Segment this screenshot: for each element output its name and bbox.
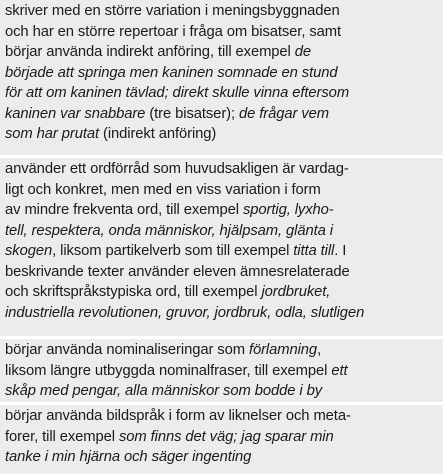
body-text: börjar använda nominaliseringar som — [5, 342, 249, 358]
text-line — [5, 83, 439, 104]
text-line — [5, 63, 439, 84]
example-text: titta till — [293, 243, 335, 259]
text-line — [5, 406, 439, 427]
text-line — [5, 361, 439, 382]
text-block-4 — [0, 405, 443, 474]
text-line — [5, 180, 439, 201]
body-text: skriver med en större variation i meningsbyggnaden — [5, 3, 340, 19]
example-text: för att om kaninen tävlad; direkt skulle vinna eftersom — [5, 85, 350, 101]
text-line — [5, 159, 439, 180]
text-block-1 — [0, 0, 443, 155]
text-line — [5, 124, 439, 145]
text-line — [5, 200, 439, 221]
text-line — [5, 22, 439, 43]
example-text: kaninen var snabbare — [5, 105, 146, 122]
text-line — [5, 381, 439, 402]
example-text: som finns det väg; jag sparar min — [118, 428, 334, 445]
example-text: sportig, lyxho- — [243, 202, 334, 218]
example-text: industriella revolutionen, gruvor, jordbruk, odla, slutligen — [5, 304, 365, 321]
body-text: av mindre frekventa ord, till exempel — [5, 202, 243, 218]
text-block-3 — [0, 339, 443, 402]
example-text: som har prutat — [5, 126, 99, 142]
example-text: tell, respektera, onda människor, hjälpsam, glänta i — [5, 222, 333, 239]
body-text: och skriftspråkstypiska ord, till exempel — [5, 284, 262, 300]
body-text: liksom längre utbyggda nominalfraser, till exempel — [5, 362, 332, 379]
text-line — [5, 303, 439, 324]
text-line — [5, 262, 439, 283]
body-text: ligt och konkret, men med en viss variation i form — [5, 181, 321, 198]
body-text: forer, till exempel — [5, 428, 119, 445]
example-text: ett — [331, 362, 348, 379]
text-line — [5, 42, 439, 63]
example-text: jordbruket, — [261, 284, 331, 300]
example-text: tanke i min hjärna och säger ingenting — [5, 449, 252, 465]
text-line — [5, 1, 439, 22]
body-text: , liksom partikelverb som till exempel — [52, 243, 294, 259]
text-line — [5, 340, 439, 361]
body-text: , — [317, 342, 322, 358]
body-text: (indirekt anföring) — [99, 126, 217, 142]
example-text: skogen — [5, 243, 53, 259]
body-text: . I — [334, 243, 347, 259]
text-block-2 — [0, 158, 443, 336]
text-line — [5, 221, 439, 242]
example-text: de frågar vem — [239, 105, 329, 122]
example-text: skåp med pengar, alla människor som bodde i by — [5, 383, 323, 399]
body-text: börjar använda indirekt anföring, till exempel — [5, 44, 295, 60]
example-text: de — [294, 44, 312, 60]
example-text: förlamning — [248, 342, 318, 358]
body-text: och har en större repertoar i fråga om bisatser, samt — [5, 23, 342, 40]
text-line — [5, 447, 439, 468]
example-text: började att springa men kaninen somnade en stund — [5, 64, 338, 81]
text-line — [5, 241, 439, 262]
text-line — [5, 282, 439, 303]
body-text: beskrivande texter använder eleven ämnesrelaterade — [5, 263, 350, 280]
body-text: använder ett ordförråd som huvudsakligen är vardag- — [5, 161, 349, 177]
body-text: börjar använda bildspråk i form av liknelser och meta- — [5, 408, 351, 424]
body-text: (tre bisatser); — [145, 105, 239, 122]
text-line — [5, 427, 439, 448]
text-line — [5, 104, 439, 125]
